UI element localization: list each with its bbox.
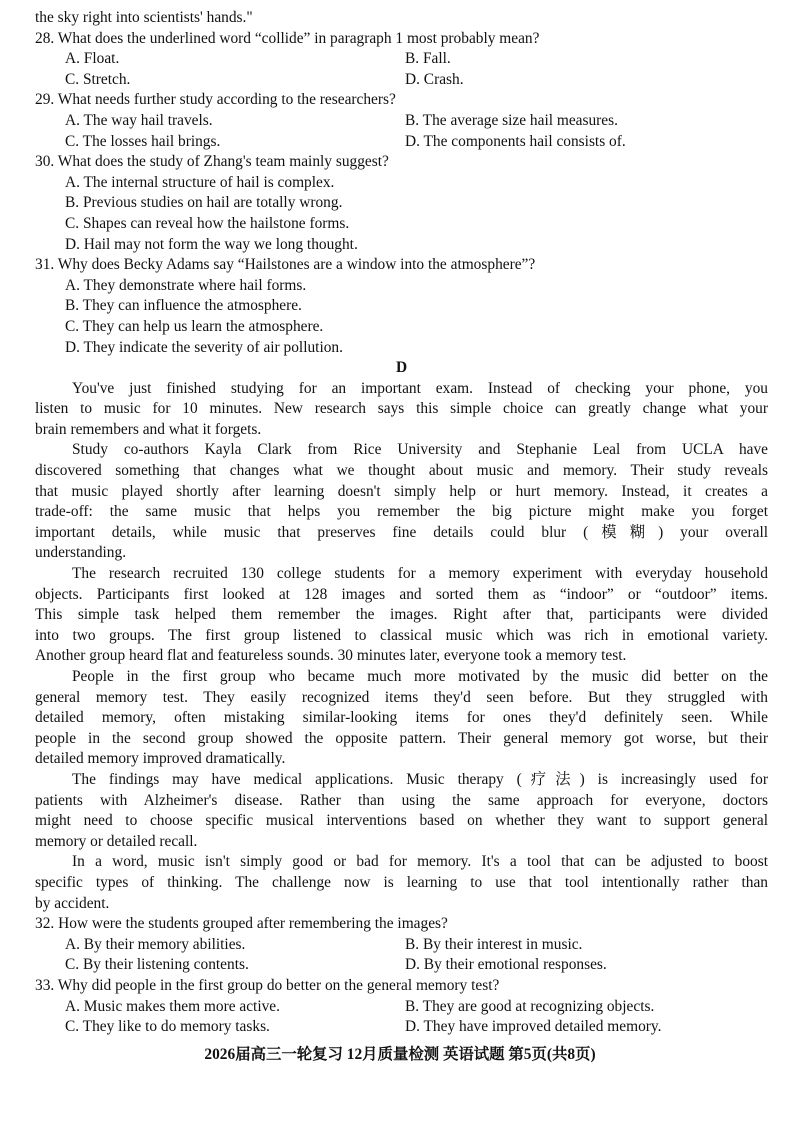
passage-line: listen to music for 10 minutes. New research says this simple choice can greatly change what your [35,400,768,418]
passage-line: objects. Participants first looked at 128 images and sorted them as “indoor” or “outdoor” items. [35,585,768,603]
passage-line: In a word, music isn't simply good or bad for memory. It's a tool that can be adjusted to boost [72,853,768,871]
passage-line: People in the first group who became much more motivated by the music did better on the [72,668,768,685]
question-stem: 31. Why does Becky Adams say “Hailstones are a window into the atmosphere”? [35,256,536,274]
option-row [35,997,768,1018]
answer-option: B. Fall. [405,50,451,68]
answer-option: A. They demonstrate where hail forms. [65,276,307,294]
answer-option: D. They indicate the severity of air pollution. [65,338,343,356]
passage-line: into two groups. The first group listened to classical music which was rich in emotional variety. [35,626,768,644]
answer-option: A. Float. [65,50,120,68]
passage-line: might need to choose specific musical interventions based on whether they want to support general [35,812,768,830]
passage-line: Another group heard flat and featureless sounds. 30 minutes later, everyone took a memory test. [35,647,627,665]
answer-option: C. Shapes can reveal how the hailstone forms. [65,214,350,232]
question-group-a [35,29,768,359]
answer-option: D. By their emotional responses. [405,956,607,974]
question-group-b [35,914,768,1038]
passage-line: detailed memory, often mistaking similar-looking items for ones they'd definitely seen. While [35,709,768,727]
question [35,255,768,358]
passage-line: general memory test. They easily recognized items they'd seen before. But they struggled with [35,688,768,706]
passage-line: detailed memory improved dramatically. [35,750,286,768]
page-footer: 2026届高三一轮复习 12月质量检测 英语试题 第5页(共8页) [204,1046,596,1063]
question [35,976,768,1038]
passage-paragraph [35,440,768,564]
passage-line: Study co-authors Kayla Clark from Rice University and Stephanie Leal from UCLA have [72,441,768,459]
option-row [35,49,768,70]
answer-option: B. They are good at recognizing objects. [405,997,655,1015]
answer-option: D. Crash. [405,70,464,88]
answer-option: C. Stretch. [65,70,131,88]
passage-line: You've just finished studying for an important exam. Instead of checking your phone, you [72,379,768,397]
question [35,29,768,91]
option-row [35,132,768,153]
passage-d [35,379,768,914]
answer-option: D. The components hail consists of. [405,132,626,150]
option-row [35,111,768,132]
answer-option: D. They have improved detailed memory. [405,1018,662,1036]
exam-page [35,8,768,1038]
question-stem: 30. What does the study of Zhang's team mainly suggest? [35,153,389,171]
option-row [35,70,768,91]
answer-option: B. By their interest in music. [405,935,583,953]
answer-option: C. They can help us learn the atmosphere. [65,317,324,335]
option-row [35,935,768,956]
lead-line: the sky right into scientists' hands." [35,9,253,26]
passage-line: The research recruited 130 college students for a memory experiment with everyday household [72,565,768,583]
passage-line: brain remembers and what it forgets. [35,420,262,438]
option-row [35,955,768,976]
passage-paragraph [35,564,768,667]
passage-paragraph [35,770,768,852]
question [35,90,768,152]
passage-line: understanding. [35,544,127,562]
answer-option: C. By their listening contents. [65,956,249,974]
passage-line: patients with Alzheimer's disease. Rather than using the same approach for everyone, doctors [35,791,768,809]
passage-paragraph [35,667,768,770]
answer-option: B. They can influence the atmosphere. [65,297,302,315]
passage-line: trade-off: the same music that helps you remember the big picture might make you forget [35,503,768,521]
section-label: D [395,359,408,377]
answer-option: A. Music makes them more active. [65,997,280,1015]
question [35,152,768,255]
answer-option: A. The way hail travels. [65,111,213,129]
answer-option: C. They like to do memory tasks. [65,1018,270,1036]
passage-line: discovered something that changes what we thought about music and memory. Their study reveals [35,462,768,480]
passage-line: people in the second group showed the opposite pattern. Their general memory got worse, but their [35,729,768,747]
question [35,914,768,976]
passage-paragraph [35,379,768,441]
question-stem: 33. Why did people in the first group do better on the general memory test? [35,976,500,994]
passage-line: that music played shortly after learning doesn't simply help or hurt memory. Instead, it creates a [35,482,768,500]
question-stem: 29. What needs further study according to the researchers? [35,91,396,109]
passage-line: This simple task helped them remember the images. Right after that, participants were divided [35,606,768,624]
option-row [35,1017,768,1038]
passage-line: important details, while music that preserves fine details could blur (模糊) your overall [35,523,768,541]
answer-option: C. The losses hail brings. [65,132,221,150]
answer-option: A. The internal structure of hail is complex. [65,173,335,191]
question-stem: 32. How were the students grouped after remembering the images? [35,915,448,933]
passage-line: specific types of thinking. The challenge now is learning to use that tool intentionally rather than [35,873,768,891]
passage-line: memory or detailed recall. [35,832,198,850]
passage-line: The findings may have medical applications. Music therapy (疗法) is increasingly used for [72,770,768,788]
question-stem: 28. What does the underlined word “collide” in paragraph 1 most probably mean? [35,29,540,47]
answer-option: A. By their memory abilities. [65,935,246,953]
passage-line: by accident. [35,894,110,912]
answer-option: B. Previous studies on hail are totally wrong. [65,194,343,212]
passage-paragraph [35,852,768,914]
answer-option: B. The average size hail measures. [405,111,618,129]
answer-option: D. Hail may not form the way we long thought. [65,235,358,253]
